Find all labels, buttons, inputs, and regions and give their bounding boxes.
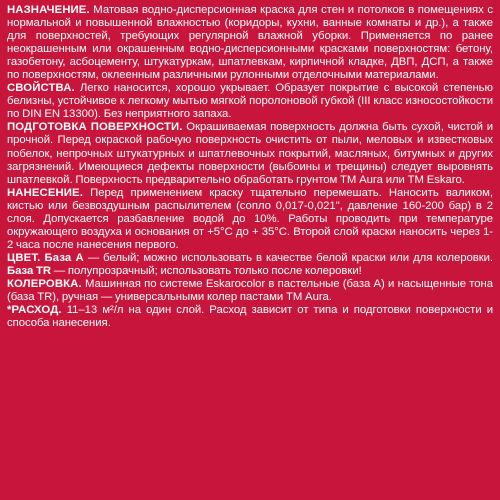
section-text: Машинная по системе Eskarocolor в пастельные (база А) и насыщенные тона (база TR), ручная — универсальными колер пастами ТМ Aura. [7, 277, 493, 304]
section-text: Перед применением краску тщательно перемешать. Наносить валиком, кистью или безвоздушным распылителем (сопло 0,017-0,021", давление 160-200 бар) в 2 слоя. Допускается разбавление водой до 10%. Работы проводить при температуре окружающего воздуха и основания от +5°С до + 35°С. Второй слой краски наносить через 1-2 часа после нанесения первого. [7, 186, 493, 251]
section-heading: СВОЙСТВА. [7, 82, 75, 95]
section-text: 11–13 м²/л на один слой. Расход зависит от типа и подготовки поверхности и способа нанесения. [7, 304, 493, 330]
section-text: — белый; можно использовать в качестве белой краски или для колеровки. [83, 251, 493, 264]
section-application [7, 187, 493, 252]
section-heading: НАНЕСЕНИЕ. [7, 186, 83, 199]
section-heading: ПОДГОТОВКА ПОВЕРХНОСТИ. [7, 121, 183, 134]
section-heading: ЦВЕТ. База А [7, 251, 84, 264]
section-heading: НАЗНАЧЕНИЕ. [7, 4, 90, 16]
section-subheading: База TR [7, 264, 52, 277]
section-heading: КОЛЕРОВКА. [7, 277, 82, 290]
section-color [7, 252, 493, 278]
section-surface-preparation [7, 121, 493, 186]
section-consumption [7, 304, 493, 330]
section-text: Окрашиваемая поверхность должна быть сухой, чистой и прочной. Перед окраской рабочую поверхность очистить от пыли, меловых и известковых побелок, непрочных штукатурных и шпатлевочных покрытий, масляных, битумных и других загрязнений. Имеющиеся дефекты поверхности (выбоины и трещины) следует выровнять шпатлевкой. Поверхность предварительно обработать грунтом ТМ Aura или ТМ Eskaro. [7, 121, 493, 186]
section-text: Легко наносится, хорошо укрывает. Образует покрытие с высокой степенью белизны, устойчивое к легкому мытью мягкой поролоновой губкой (III класс износостойкости по DIN EN 13300). Без неприятного запаха. [7, 82, 493, 121]
section-text: — полупрозрачный; использовать только после колеровки! [51, 264, 362, 277]
section-properties [7, 82, 493, 121]
section-tinting [7, 278, 493, 304]
section-purpose [7, 4, 493, 82]
section-text: Матовая водно-дисперсионная краска для стен и потолков в помещениях с нормальной и повышенной влажностью (коридоры, кухни, ванные комнаты и др.), а также для поверхностей, требующих регулярной влажной уборки. Применяется по ранее неокрашенным или окрашенным водно-дисперсионными красками поверхностям: бетону, газобетону, асбоцементу, штукатуркам, шпатлевкам, кирпичной кладке, ДВП, ДСП, а также по поверхностям, оклеенным различными рулонными отделочными материалами. [7, 4, 493, 82]
section-heading: *РАСХОД. [7, 304, 62, 317]
